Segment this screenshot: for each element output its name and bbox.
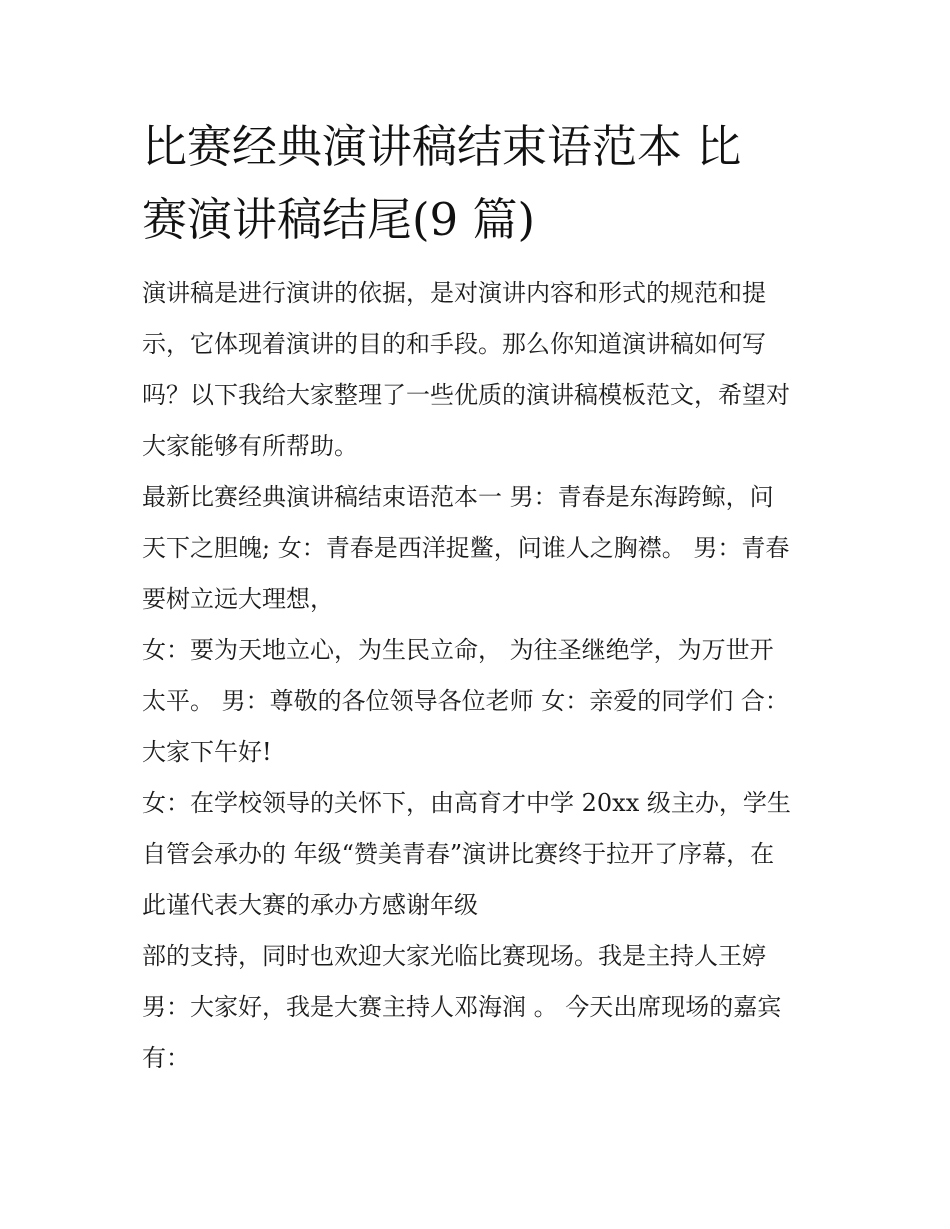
text-line: 男：大家好，我是大赛主持人邓海润 。 今天出席现场的嘉宾 xyxy=(142,993,782,1021)
text-line: 示，它体现着演讲的目的和手段。那么你知道演讲稿如何写 xyxy=(142,330,766,358)
text-line: 大家下午好! xyxy=(142,738,272,766)
text-line: 最新比赛经典演讲稿结束语范本一 男：青春是东海跨鲸，问 xyxy=(142,483,774,511)
document-body xyxy=(142,268,822,1084)
document-page xyxy=(142,110,822,1084)
title-line: 赛演讲稿结尾(9 篇) xyxy=(142,193,536,246)
body-paragraph xyxy=(142,982,822,1084)
text-line: 吗？以下我给大家整理了一些优质的演讲稿模板范文，希望对 xyxy=(142,381,790,409)
title-line: 比赛经典演讲稿结束语范本 比 xyxy=(142,120,742,173)
text-line: 要树立远大理想， xyxy=(142,585,334,613)
text-line: 此谨代表大赛的承办方感谢年级 xyxy=(142,891,478,919)
text-line: 自管会承办的 年级“赞美青春”演讲比赛终于拉开了序幕，在 xyxy=(142,840,775,868)
text-line: 女：要为天地立心，为生民立命， 为往圣继绝学，为万世开 xyxy=(142,636,774,664)
text-line: 天下之胆魄; 女：青春是西洋捉鳖，问谁人之胸襟。 男：青春 xyxy=(142,534,790,562)
body-paragraph xyxy=(142,778,822,931)
body-paragraph xyxy=(142,472,822,625)
intro-paragraph xyxy=(142,268,822,472)
text-line: 部的支持，同时也欢迎大家光临比赛现场。我是主持人王婷 xyxy=(142,942,766,970)
body-paragraph xyxy=(142,931,822,982)
text-line: 女：在学校领导的关怀下，由高育才中学 20xx 级主办，学生 xyxy=(142,789,791,817)
text-line: 有： xyxy=(142,1044,190,1072)
text-line: 大家能够有所帮助。 xyxy=(142,432,358,460)
text-line: 太平。 男：尊敬的各位领导各位老师 女：亲爱的同学们 合： xyxy=(142,687,789,715)
body-paragraph xyxy=(142,625,822,778)
document-title xyxy=(142,110,822,256)
text-line: 演讲稿是进行演讲的依据，是对演讲内容和形式的规范和提 xyxy=(142,279,766,307)
